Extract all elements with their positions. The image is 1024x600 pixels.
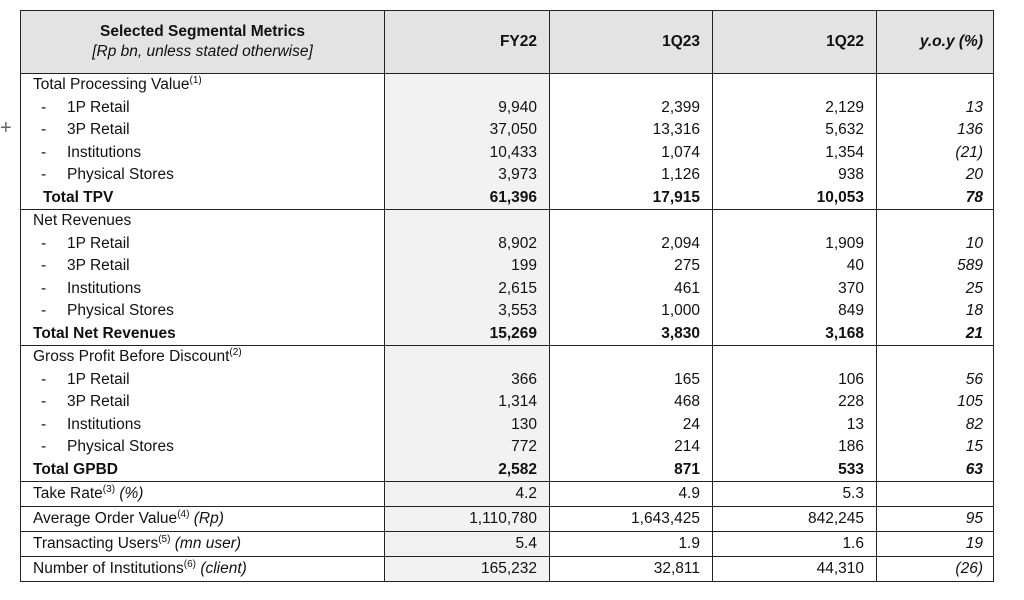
value-1q22: 186: [713, 436, 877, 459]
table-row: [21, 97, 994, 120]
row-label: Physical Stores: [67, 302, 174, 319]
row-label-cell: [21, 142, 385, 165]
table-row: [21, 278, 994, 301]
row-label: Physical Stores: [67, 438, 174, 455]
value-1q22: 1,909: [713, 233, 877, 256]
value-yoy: (26): [877, 557, 994, 582]
value-fy22: 10,433: [385, 142, 550, 165]
value-fy22: 8,902: [385, 233, 550, 256]
value-fy22: 2,615: [385, 278, 550, 301]
value-1q23: 1.9: [550, 532, 713, 557]
empty-cell: [550, 346, 713, 369]
empty-cell: [877, 346, 994, 369]
row-label: 1P Retail: [67, 98, 130, 116]
empty-cell: [385, 346, 550, 369]
metric-row: [21, 532, 994, 557]
value-yoy: 78: [877, 187, 994, 210]
value-fy22: 5.4: [385, 532, 550, 557]
row-label: 3P Retail: [67, 257, 130, 274]
value-1q23: 1,643,425: [550, 507, 713, 532]
metric-unit: (mn user): [174, 535, 242, 552]
empty-cell: [550, 210, 713, 233]
value-fy22: 3,973: [385, 164, 550, 187]
value-1q23: 3,830: [550, 323, 713, 346]
value-yoy: 82: [877, 414, 994, 437]
value-1q23: 2,094: [550, 233, 713, 256]
bullet-dash: -: [41, 279, 47, 297]
value-yoy: 10: [877, 233, 994, 256]
row-label: 3P Retail: [67, 393, 130, 410]
bullet-dash: -: [41, 393, 47, 410]
value-1q23: 461: [550, 278, 713, 301]
value-yoy: 63: [877, 459, 994, 482]
table-row: [21, 119, 994, 142]
row-label-cell: [21, 300, 385, 323]
row-label-cell: [21, 255, 385, 278]
value-1q22: 5,632: [713, 119, 877, 142]
value-1q22: 2,129: [713, 97, 877, 120]
value-fy22: 2,582: [385, 459, 550, 482]
row-label: Institutions: [67, 415, 142, 433]
row-label: 1P Retail: [67, 370, 130, 388]
table-title-cell: [21, 11, 385, 74]
value-1q23: 1,000: [550, 300, 713, 323]
footnote-marker: (6): [183, 559, 196, 570]
table-title: Selected Segmental Metrics: [99, 23, 306, 40]
total-row: [21, 459, 994, 482]
table-row: [21, 369, 994, 392]
table-header-row: [21, 11, 994, 74]
value-1q22: 10,053: [713, 187, 877, 210]
metric-row: [21, 507, 994, 532]
value-fy22: 366: [385, 369, 550, 392]
value-1q22: 938: [713, 164, 877, 187]
row-label-cell: [21, 97, 385, 120]
plus-icon: +: [0, 117, 12, 139]
value-fy22: 1,314: [385, 391, 550, 414]
bullet-dash: -: [41, 370, 47, 388]
value-fy22: 1,110,780: [385, 507, 550, 532]
section-title: Net Revenues: [33, 212, 132, 229]
value-1q22: 370: [713, 278, 877, 301]
value-1q23: 214: [550, 436, 713, 459]
value-yoy: 56: [877, 369, 994, 392]
value-yoy: 15: [877, 436, 994, 459]
value-yoy: 20: [877, 164, 994, 187]
bullet-dash: -: [41, 121, 47, 138]
value-1q22: 106: [713, 369, 877, 392]
table-row: [21, 300, 994, 323]
value-fy22: 130: [385, 414, 550, 437]
footnote-marker: (4): [177, 509, 190, 520]
value-1q22: 3,168: [713, 323, 877, 346]
metric-label: Take Rate: [33, 485, 103, 502]
bullet-dash: -: [41, 415, 47, 433]
value-1q22: 842,245: [713, 507, 877, 532]
value-fy22: 37,050: [385, 119, 550, 142]
footnote-marker: (5): [158, 534, 171, 545]
value-1q22: 44,310: [713, 557, 877, 582]
value-1q23: 17,915: [550, 187, 713, 210]
value-fy22: 199: [385, 255, 550, 278]
value-1q23: 1,074: [550, 142, 713, 165]
value-1q23: 32,811: [550, 557, 713, 582]
value-yoy: 18: [877, 300, 994, 323]
row-label-cell: [21, 369, 385, 392]
value-1q22: 533: [713, 459, 877, 482]
section-header-row: [21, 74, 994, 97]
empty-cell: [713, 74, 877, 97]
value-1q23: 2,399: [550, 97, 713, 120]
value-1q23: 1,126: [550, 164, 713, 187]
section-title: Gross Profit Before Discount: [33, 348, 230, 365]
column-header-1q22: 1Q22: [713, 11, 877, 74]
row-label-cell: [21, 436, 385, 459]
value-yoy: 136: [877, 119, 994, 142]
column-header-fy22: FY22: [385, 11, 550, 74]
value-yoy: 105: [877, 391, 994, 414]
row-label: Institutions: [67, 143, 142, 161]
row-label-cell: [21, 119, 385, 142]
table-body: [21, 74, 994, 582]
row-label-cell: [21, 278, 385, 301]
value-1q22: 849: [713, 300, 877, 323]
section-title-cell: [21, 74, 385, 97]
value-yoy: 13: [877, 97, 994, 120]
section-title: Total Processing Value: [33, 76, 190, 93]
value-1q22: 228: [713, 391, 877, 414]
column-header-1q23: 1Q23: [550, 11, 713, 74]
total-row: [21, 323, 994, 346]
section-header-row: [21, 210, 994, 233]
empty-cell: [877, 74, 994, 97]
section-header-row: [21, 346, 994, 369]
total-label: Total Net Revenues: [21, 323, 385, 346]
row-label-cell: [21, 164, 385, 187]
section-title-cell: [21, 210, 385, 233]
value-yoy: 589: [877, 255, 994, 278]
row-label: 3P Retail: [67, 121, 130, 138]
footnote-marker: (3): [102, 484, 116, 495]
bullet-dash: -: [41, 257, 47, 274]
metric-label-cell: [21, 557, 385, 582]
value-yoy: 21: [877, 323, 994, 346]
metric-label: Number of Institutions: [33, 560, 184, 577]
row-label-cell: [21, 391, 385, 414]
value-1q23: 13,316: [550, 119, 713, 142]
bullet-dash: -: [41, 98, 47, 116]
value-1q23: 871: [550, 459, 713, 482]
segmental-metrics-table: [20, 10, 994, 582]
value-fy22: 3,553: [385, 300, 550, 323]
metric-unit: (Rp): [193, 510, 224, 527]
value-yoy: (21): [877, 142, 994, 165]
value-fy22: 772: [385, 436, 550, 459]
value-1q22: 40: [713, 255, 877, 278]
metric-row: [21, 482, 994, 507]
bullet-dash: -: [41, 143, 47, 161]
empty-cell: [713, 210, 877, 233]
metric-row: [21, 557, 994, 582]
empty-cell: [385, 210, 550, 233]
value-fy22: 4.2: [385, 482, 550, 507]
value-fy22: 9,940: [385, 97, 550, 120]
row-label: 1P Retail: [67, 234, 130, 252]
table-row: [21, 391, 994, 414]
bullet-dash: -: [41, 438, 47, 455]
metric-label-cell: [21, 532, 385, 557]
table-subtitle: [Rp bn, unless stated otherwise]: [92, 43, 313, 60]
value-1q23: 165: [550, 369, 713, 392]
value-1q23: 24: [550, 414, 713, 437]
column-header-yoy: y.o.y (%): [877, 11, 994, 74]
value-1q23: 468: [550, 391, 713, 414]
empty-cell: [877, 210, 994, 233]
table-row: [21, 255, 994, 278]
total-row: [21, 187, 994, 210]
empty-cell: [550, 74, 713, 97]
bullet-dash: -: [41, 166, 47, 183]
row-label: Physical Stores: [67, 166, 174, 183]
metric-label: Transacting Users: [33, 535, 159, 552]
bullet-dash: -: [41, 234, 47, 252]
metric-label-cell: [21, 507, 385, 532]
section-title-cell: [21, 346, 385, 369]
footnote-marker: (2): [229, 347, 242, 358]
metric-label: Average Order Value: [33, 510, 178, 527]
footnote-marker: (1): [189, 75, 202, 86]
row-label: Institutions: [67, 279, 142, 297]
total-label: Total TPV: [21, 187, 385, 210]
value-1q22: 5.3: [713, 482, 877, 507]
value-fy22: 165,232: [385, 557, 550, 582]
total-label: Total GPBD: [21, 459, 385, 482]
value-yoy: 95: [877, 507, 994, 532]
value-1q23: 4.9: [550, 482, 713, 507]
table-row: [21, 164, 994, 187]
table-row: [21, 414, 994, 437]
metric-label-cell: [21, 482, 385, 507]
value-yoy: 19: [877, 532, 994, 557]
empty-cell: [385, 74, 550, 97]
table-row: [21, 233, 994, 256]
value-yoy: [877, 482, 994, 507]
row-label-cell: [21, 233, 385, 256]
value-1q22: 1.6: [713, 532, 877, 557]
table-row: [21, 142, 994, 165]
bullet-dash: -: [41, 302, 47, 319]
empty-cell: [713, 346, 877, 369]
metric-unit: (client): [200, 560, 247, 577]
value-fy22: 15,269: [385, 323, 550, 346]
table-row: [21, 436, 994, 459]
value-yoy: 25: [877, 278, 994, 301]
metric-unit: (%): [119, 485, 144, 502]
value-1q23: 275: [550, 255, 713, 278]
value-1q22: 13: [713, 414, 877, 437]
row-label-cell: [21, 414, 385, 437]
value-1q22: 1,354: [713, 142, 877, 165]
value-fy22: 61,396: [385, 187, 550, 210]
